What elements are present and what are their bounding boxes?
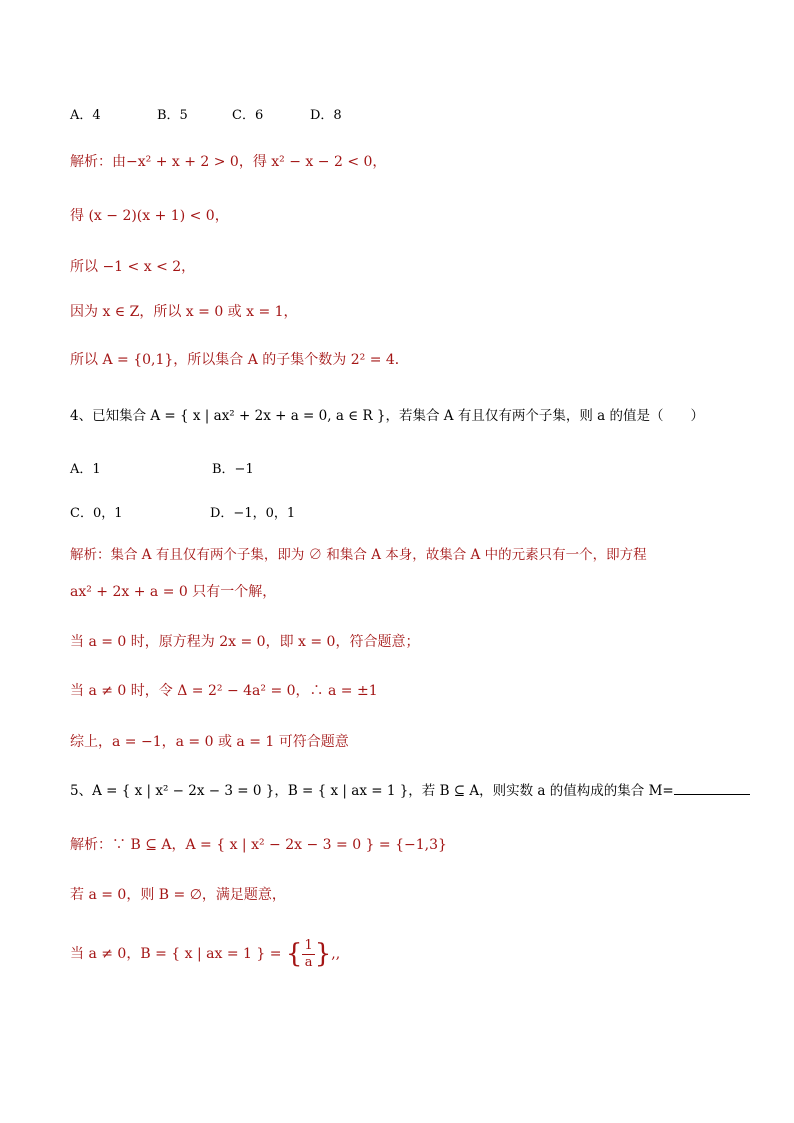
q4-solution-line-1: 解析：集合 A 有且仅有两个子集，即为 ∅ 和集合 A 本身，故集合 A 中的元素只有一个，即方程 <box>70 547 647 563</box>
fraction-denominator: a <box>304 954 313 970</box>
q4-solution-line-3: 当 a = 0 时，原方程为 2x = 0，即 x = 0，符合题意； <box>70 634 420 650</box>
q4-solution-line-4: 当 a ≠ 0 时，令 Δ = 2² − 4a² = 0，∴ a = ±1 <box>70 683 378 699</box>
q4-option-c: C．0，1 <box>70 506 123 521</box>
q5-stem-text: 5、A = { x | x² − 2x − 3 = 0 }，B = { x | ax = 1 }，若 B ⊆ A，则实数 a 的值构成的集合 M= <box>70 783 674 799</box>
q5-solution-line-3-prefix: 当 a ≠ 0，B = { x | ax = 1 } = <box>70 946 286 962</box>
q5-solution-line-1: 解析：∵ B ⊆ A，A = { x | x² − 2x − 3 = 0 } = {−1,3} <box>70 837 447 853</box>
q5-answer-blank[interactable] <box>674 780 750 795</box>
q4-option-d: D．−1，0，1 <box>210 506 296 521</box>
q5-solution-line-2: 若 a = 0，则 B = ∅，满足题意， <box>70 887 286 903</box>
fraction-numerator: 1 <box>304 937 313 953</box>
q4-solution-line-5: 综上，a = −1，a = 0 或 a = 1 可符合题意 <box>70 734 349 750</box>
q3-solution-line-5: 所以 A = {0,1}，所以集合 A 的子集个数为 2² = 4． <box>70 352 409 368</box>
q3-solution-line-3: 所以 −1 < x < 2， <box>70 259 196 275</box>
q3-option-a: A．4 <box>70 108 101 123</box>
right-brace: } <box>314 939 332 969</box>
q3-solution-line-2: 得 (x − 2)(x + 1) < 0， <box>70 208 229 224</box>
q4-solution-line-2: ax² + 2x + a = 0 只有一个解， <box>70 584 277 600</box>
q5-solution-line-3-suffix: ,, <box>331 946 341 962</box>
q5-solution-line-3 <box>70 934 340 978</box>
fraction-one-over-a <box>302 938 314 971</box>
q3-option-c: C．6 <box>232 108 264 123</box>
q3-solution-line-4: 因为 x ∈ Z，所以 x = 0 或 x = 1， <box>70 304 298 320</box>
q5-stem <box>70 780 750 801</box>
left-brace: { <box>285 939 303 969</box>
q3-solution-line-1: 解析：由−x² + x + 2 > 0，得 x² − x − 2 < 0， <box>70 154 387 170</box>
q3-option-b: B．5 <box>157 108 188 123</box>
q3-option-d: D．8 <box>310 108 342 123</box>
q4-option-b: B．−1 <box>212 462 254 477</box>
q4-stem: 4、已知集合 A = { x | ax² + 2x + a = 0, a ∈ R }，若集合 A 有且仅有两个子集，则 a 的值是（ ） <box>70 408 704 424</box>
q4-option-a: A．1 <box>70 462 101 477</box>
